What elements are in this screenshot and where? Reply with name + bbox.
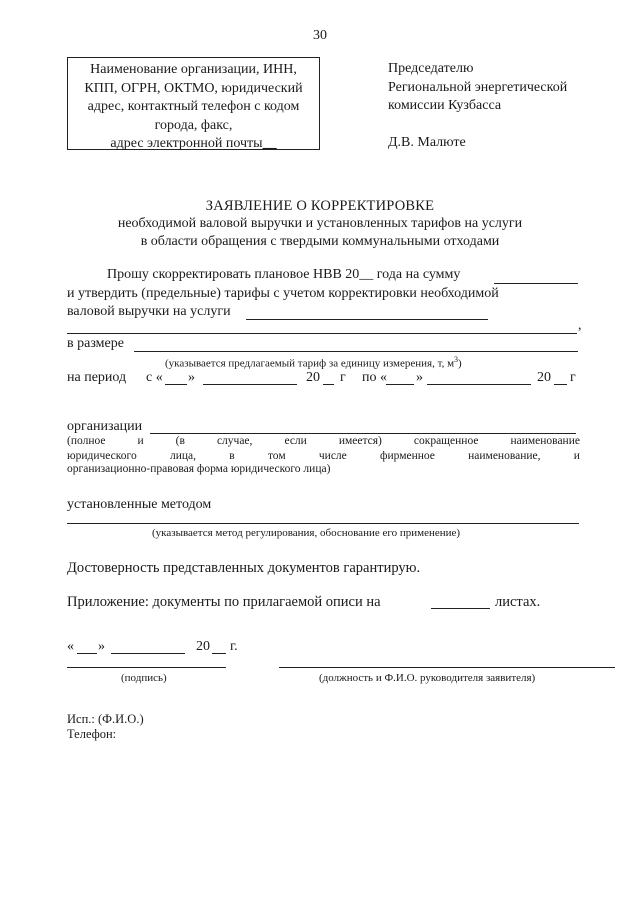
date-year: 20	[196, 639, 210, 654]
document-title: ЗАЯВЛЕНИЕ О КОРРЕКТИРОВКЕ	[205, 198, 435, 214]
date-open-quote: «	[67, 639, 74, 654]
date-g: г.	[230, 639, 238, 654]
position-name-field[interactable]	[279, 667, 615, 668]
revenue-services-text: валовой выручки на услуги	[67, 304, 231, 319]
method-label: установленные методом	[67, 497, 212, 512]
subtitle-line: в области обращения с твердыми коммунальными отходами	[140, 234, 500, 249]
addressee-block	[388, 60, 618, 152]
organization-hint-line-2	[67, 449, 580, 463]
tariff-hint	[165, 355, 462, 370]
document-subtitle	[0, 215, 640, 251]
org-hint-word: фирменное	[380, 450, 435, 462]
organization-hint-line-3: организационно-правовая форма юридического лица)	[67, 463, 331, 475]
period-from-year: 20	[306, 370, 320, 385]
org-hint-word: имеется)	[338, 435, 382, 447]
tariff-hint-close: )	[458, 357, 462, 370]
organization-hint-line-1	[67, 434, 580, 448]
services-field[interactable]	[246, 319, 488, 320]
addressee-line: комиссии Кузбасса	[388, 98, 502, 113]
org-hint-word: сокращенное	[413, 435, 479, 447]
period-to-year: 20	[537, 370, 551, 385]
org-hint-word: юридического	[67, 450, 137, 462]
date-close-quote: »	[98, 639, 105, 654]
addressee-line: Региональной энергетической	[388, 79, 568, 95]
position-hint: (должность и Ф.И.О. руководителя заявителя)	[319, 672, 536, 684]
period-from-g: г	[340, 370, 346, 385]
comma: ,	[578, 318, 582, 333]
signature-field[interactable]	[67, 667, 226, 668]
org-box-line: города, факс,	[154, 117, 233, 133]
org-hint-word: если	[284, 435, 307, 447]
period-from-month-field[interactable]	[203, 384, 297, 385]
phone-label: Телефон:	[67, 727, 117, 741]
org-hint-word: (полное	[67, 435, 106, 447]
approve-text: и утвердить (предельные) тарифы с учетом корректировки необходимой	[67, 286, 499, 301]
org-hint-word: и	[573, 450, 580, 462]
tariff-amount-field[interactable]	[134, 351, 578, 352]
date-year-field[interactable]	[212, 653, 226, 654]
period-label: на период	[67, 370, 127, 385]
org-box-line: КПП, ОГРН, ОКТМО, юридический	[84, 80, 303, 96]
period-from-label: с «	[146, 370, 163, 385]
org-hint-word: и	[137, 435, 144, 447]
period-to-year-field[interactable]	[554, 384, 567, 385]
date-month-field[interactable]	[111, 653, 185, 654]
tariff-hint-text: (указывается предлагаемый тариф за единицу измерения, т, м	[165, 357, 455, 370]
period-to-label: по «	[362, 370, 387, 385]
guarantee-text: Достоверность представленных документов гарантирую.	[67, 560, 421, 576]
period-to-month-field[interactable]	[427, 384, 531, 385]
period-to-g: г	[570, 370, 576, 385]
amount-label: в размере	[67, 336, 124, 351]
org-hint-word: (в	[175, 435, 185, 447]
org-hint-word: наименование,	[468, 450, 541, 462]
organization-label: организации	[67, 419, 143, 434]
period-to-day-field[interactable]	[386, 384, 414, 385]
period-to-quote: »	[416, 370, 423, 385]
tariff-hint-superscript: 3	[454, 355, 459, 364]
org-hint-word: случае,	[216, 435, 253, 447]
subtitle-line: необходимой валовой выручки и установленных тарифов на услуги	[117, 216, 523, 231]
period-from-quote: »	[188, 370, 195, 385]
org-hint-word: лица,	[169, 450, 196, 462]
attachment-pages-label: листах.	[495, 594, 541, 610]
org-hint-word: числе	[318, 450, 347, 462]
period-from-day-field[interactable]	[165, 384, 187, 385]
attachment-pages-field[interactable]	[431, 608, 490, 609]
org-box-underline: __	[262, 136, 277, 151]
executor-label: Исп.: (Ф.И.О.)	[67, 712, 144, 726]
org-hint-word: наименование	[510, 435, 580, 447]
date-day-field[interactable]	[77, 653, 97, 654]
attachment-text: Приложение: документы по прилагаемой описи на	[67, 594, 381, 610]
method-field[interactable]	[67, 523, 579, 524]
org-hint-word: том	[267, 450, 286, 462]
org-hint-word: в	[229, 450, 235, 462]
request-text: Прошу скорректировать плановое НВВ 20__ года на сумму	[107, 267, 461, 282]
org-box-line	[72, 135, 315, 154]
organization-details-box	[67, 57, 320, 150]
period-from-year-field[interactable]	[323, 384, 334, 385]
org-box-email-label: адрес электронной почты	[110, 136, 263, 151]
addressee-line: Председателю	[388, 61, 474, 76]
amount-sum-field[interactable]	[494, 283, 578, 284]
addressee-name: Д.В. Малюте	[388, 134, 466, 150]
method-hint: (указывается метод регулирования, обоснование его применение)	[152, 527, 461, 539]
org-box-line: адрес, контактный телефон с кодом	[87, 99, 300, 114]
page-number: 30	[313, 28, 327, 43]
org-box-line: Наименование организации, ИНН,	[90, 62, 297, 77]
services-field-continued[interactable]	[67, 333, 577, 334]
signature-hint: (подпись)	[121, 672, 167, 684]
